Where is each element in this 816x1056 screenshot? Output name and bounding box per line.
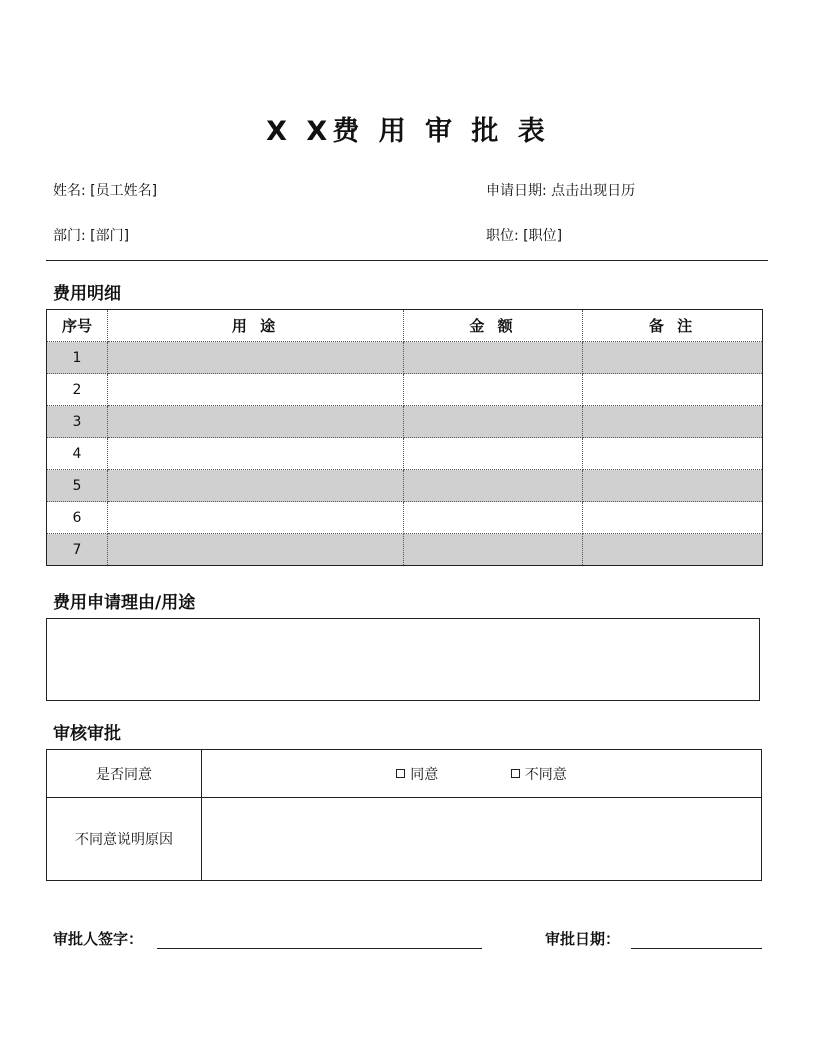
disagree-reason-input[interactable]	[202, 798, 762, 881]
position-label: 职位:	[486, 228, 519, 244]
review-reason-row	[47, 798, 762, 881]
position-field	[486, 226, 562, 246]
row-purpose-cell[interactable]	[108, 342, 404, 374]
checkbox-icon[interactable]	[396, 769, 405, 778]
agree-options	[202, 750, 762, 798]
row-amount-cell[interactable]	[404, 502, 583, 534]
date-field	[486, 181, 635, 201]
dept-field	[53, 226, 129, 246]
date-label: 申请日期:	[486, 183, 547, 199]
approval-date-line[interactable]	[631, 948, 762, 949]
row-note-cell[interactable]	[583, 502, 763, 534]
disagree-reason-label: 不同意说明原因	[47, 798, 202, 881]
expense-section-title: 费用明细	[53, 284, 121, 304]
dept-value[interactable]: [部门]	[90, 228, 130, 244]
header-note: 备 注	[583, 310, 763, 342]
name-label: 姓名:	[53, 183, 86, 199]
approver-signature-label: 审批人签字：	[53, 930, 144, 948]
review-section-title: 审核审批	[53, 724, 121, 744]
review-agree-row	[47, 750, 762, 798]
name-field	[53, 181, 157, 201]
reason-textarea[interactable]	[46, 618, 760, 701]
row-note-cell[interactable]	[583, 374, 763, 406]
option-agree[interactable]	[396, 764, 438, 784]
approval-date-label: 审批日期：	[545, 930, 621, 948]
row-purpose-cell[interactable]	[108, 374, 404, 406]
row-amount-cell[interactable]	[404, 470, 583, 502]
row-no: 3	[47, 406, 108, 438]
table-row	[47, 406, 763, 438]
agree-label: 是否同意	[47, 750, 202, 798]
row-purpose-cell[interactable]	[108, 470, 404, 502]
row-purpose-cell[interactable]	[108, 534, 404, 566]
row-no: 4	[47, 438, 108, 470]
row-no: 5	[47, 470, 108, 502]
name-value[interactable]: [员工姓名]	[90, 183, 158, 199]
table-row	[47, 342, 763, 374]
header-no: 序号	[47, 310, 108, 342]
row-no: 7	[47, 534, 108, 566]
row-amount-cell[interactable]	[404, 342, 583, 374]
option-disagree[interactable]	[511, 764, 567, 784]
row-purpose-cell[interactable]	[108, 406, 404, 438]
table-row	[47, 438, 763, 470]
date-value[interactable]: 点击出现日历	[551, 183, 636, 199]
reason-section-title: 费用申请理由/用途	[53, 593, 196, 613]
table-header-row	[47, 310, 763, 342]
header-amount: 金 额	[404, 310, 583, 342]
table-row	[47, 502, 763, 534]
table-row	[47, 374, 763, 406]
row-amount-cell[interactable]	[404, 534, 583, 566]
option-disagree-label: 不同意	[524, 766, 567, 783]
row-no: 1	[47, 342, 108, 374]
option-agree-label: 同意	[410, 766, 439, 783]
checkbox-icon[interactable]	[511, 769, 520, 778]
page-title: X X费 用 审 批 表	[266, 116, 550, 147]
row-no: 2	[47, 374, 108, 406]
header-purpose: 用 途	[108, 310, 404, 342]
row-note-cell[interactable]	[583, 406, 763, 438]
row-note-cell[interactable]	[583, 342, 763, 374]
table-row	[47, 534, 763, 566]
header-divider	[46, 260, 768, 261]
row-purpose-cell[interactable]	[108, 502, 404, 534]
expense-table	[46, 309, 763, 566]
review-table	[46, 749, 762, 881]
position-value[interactable]: [职位]	[523, 228, 563, 244]
table-row	[47, 470, 763, 502]
row-note-cell[interactable]	[583, 470, 763, 502]
approver-signature-line[interactable]	[157, 948, 482, 949]
dept-label: 部门:	[53, 228, 86, 244]
row-note-cell[interactable]	[583, 438, 763, 470]
row-amount-cell[interactable]	[404, 406, 583, 438]
row-no: 6	[47, 502, 108, 534]
row-amount-cell[interactable]	[404, 438, 583, 470]
row-amount-cell[interactable]	[404, 374, 583, 406]
row-purpose-cell[interactable]	[108, 438, 404, 470]
row-note-cell[interactable]	[583, 534, 763, 566]
